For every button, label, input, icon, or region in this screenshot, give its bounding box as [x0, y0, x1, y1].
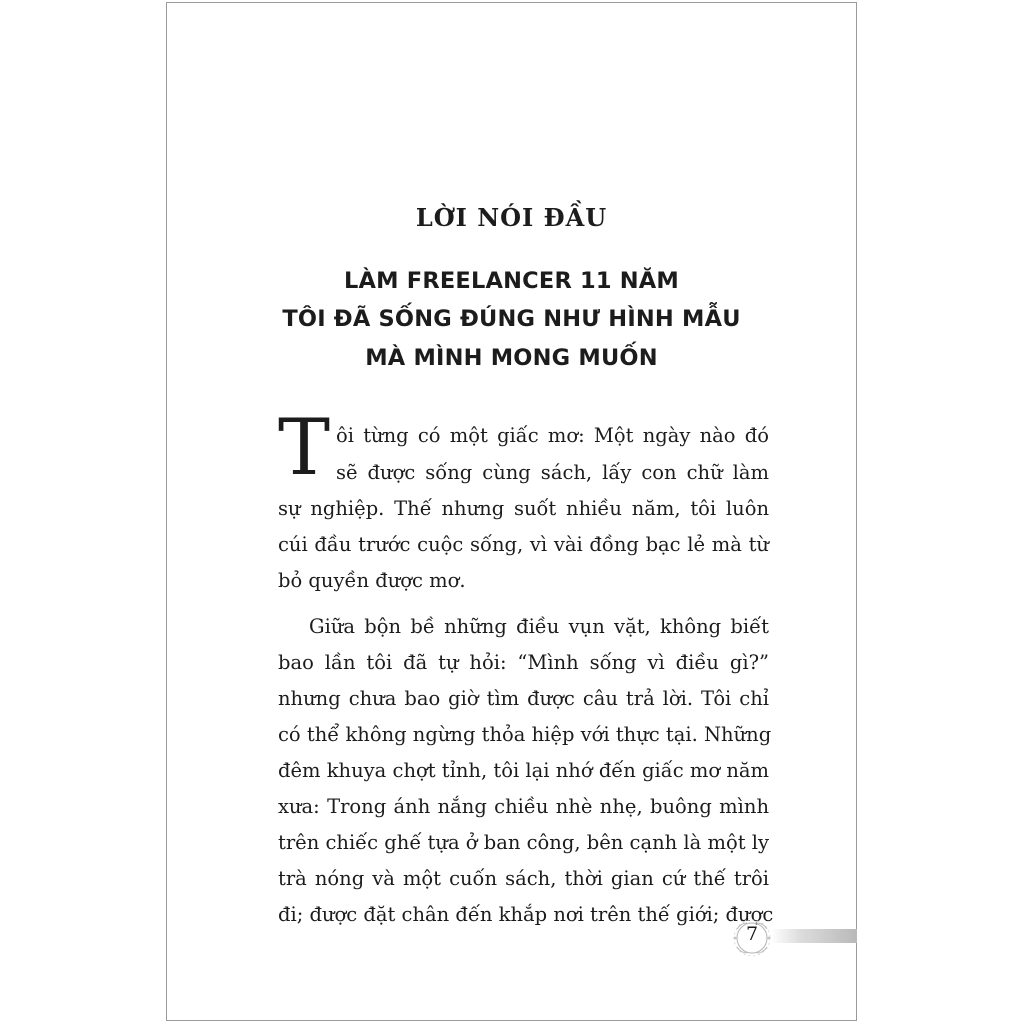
paragraph-2-line: xưa: Trong ánh nắng chiều nhè nhẹ, buông mình — [278, 795, 769, 818]
preface-heading: LỜI NÓI ĐẦU — [415, 203, 608, 232]
paragraph-2-line: bao lần tôi đã tự hỏi: “Mình sống vì điều gì?” — [278, 651, 769, 674]
paragraph-2-line: Giữa bộn bề những điều vụn vặt, không biết — [309, 615, 769, 638]
footer-gradient-bar — [771, 929, 857, 943]
chapter-title-line-2: TÔI ĐÃ SỐNG ĐÚNG NHƯ HÌNH MẪU — [282, 306, 741, 332]
book-page — [166, 2, 857, 1021]
paragraph-2-line: trà nóng và một cuốn sách, thời gian cứ thế trôi — [278, 867, 769, 890]
paragraph-1-line: sẽ được sống cùng sách, lấy con chữ làm — [336, 461, 769, 484]
paragraph-1-line: ôi từng có một giấc mơ: Một ngày nào đó — [336, 424, 769, 447]
paragraph-2-line: đêm khuya chợt tỉnh, tôi lại nhớ đến giấc mơ năm — [278, 759, 769, 782]
paragraph-1-line: bỏ quyền được mơ. — [278, 569, 466, 592]
chapter-title-line-3: MÀ MÌNH MONG MUỐN — [365, 345, 658, 371]
paragraph-1-line: cúi đầu trước cuộc sống, vì vài đồng bạc lẻ mà từ — [278, 533, 769, 556]
paragraph-2-line: đi; được đặt chân đến khắp nơi trên thế giới; được — [278, 903, 774, 926]
paragraph-1-line: sự nghiệp. Thế nhưng suốt nhiều năm, tôi luôn — [278, 497, 769, 520]
paragraph-2-line: nhưng chưa bao giờ tìm được câu trả lời. Tôi chỉ — [278, 687, 769, 710]
page-number: 7 — [745, 923, 759, 945]
paragraph-2-line: có thể không ngừng thỏa hiệp với thực tại. Những — [278, 723, 772, 746]
chapter-title-line-1: LÀM FREELANCER 11 NĂM — [343, 268, 679, 294]
paragraph-2-line: trên chiếc ghế tựa ở ban công, bên cạnh là một ly — [278, 831, 769, 854]
drop-cap: T — [278, 403, 331, 493]
